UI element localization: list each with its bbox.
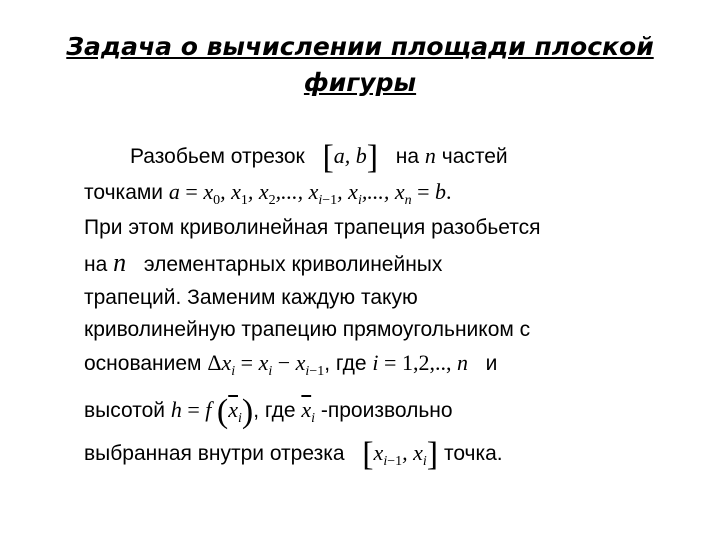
- page-title-continuation: [0, 68, 720, 98]
- page-title: [0, 32, 720, 62]
- paragraph-line-6: криволинейную трапецию прямоугольником с: [84, 318, 531, 341]
- paragraph-line-9: выбранная внутри отрезка [$x_{i-1}$, $x_i$] точка.: [84, 436, 503, 473]
- subinterval-formula: [$x_{i-1}$, $x_i$]: [362, 436, 439, 473]
- paragraph-line-5: трапеций. Заменим каждую такую: [84, 286, 418, 309]
- paragraph-line-8: высотой h = f $(\overline{x}_i)$, где $\overline{x}_i$ -произвольно: [84, 393, 453, 430]
- partition-points-formula: $a = x_0$, $x_1$, $x_2$,..., $x_{i-1}$, $x_i$,..., $x_n = b$.: [168, 179, 452, 208]
- paragraph-line-4: на n элементарных криволинейных: [84, 248, 443, 277]
- paragraph-line-1: Разобьем отрезок [a, b] на n частей: [130, 139, 508, 176]
- index-range-formula: i = 1,2,.., n: [372, 350, 468, 375]
- paragraph-line-7: основанием $\Delta x_i = x_i - x_{i-1}$, где i = 1,2,.., n и: [84, 350, 498, 379]
- paragraph-line-2: точками $a = x_0$, $x_1$, $x_2$,..., $x_{i-1}$, $x_i$,..., $x_n = b$.: [84, 179, 452, 208]
- delta-x-formula: $\Delta x_i = x_i - x_{i-1}$: [207, 350, 325, 379]
- xi-bar-formula: $\overline{x}$: [301, 397, 312, 422]
- interval-formula: [a, b]: [322, 139, 379, 176]
- title-line-2: фигуры: [303, 68, 417, 97]
- height-formula: h = f $(\overline{x}_i)$: [170, 393, 254, 430]
- paragraph-line-3: При этом криволинейная трапеция разобьется: [84, 216, 541, 239]
- title-line-1: Задача о вычислении площади плоской: [66, 32, 654, 61]
